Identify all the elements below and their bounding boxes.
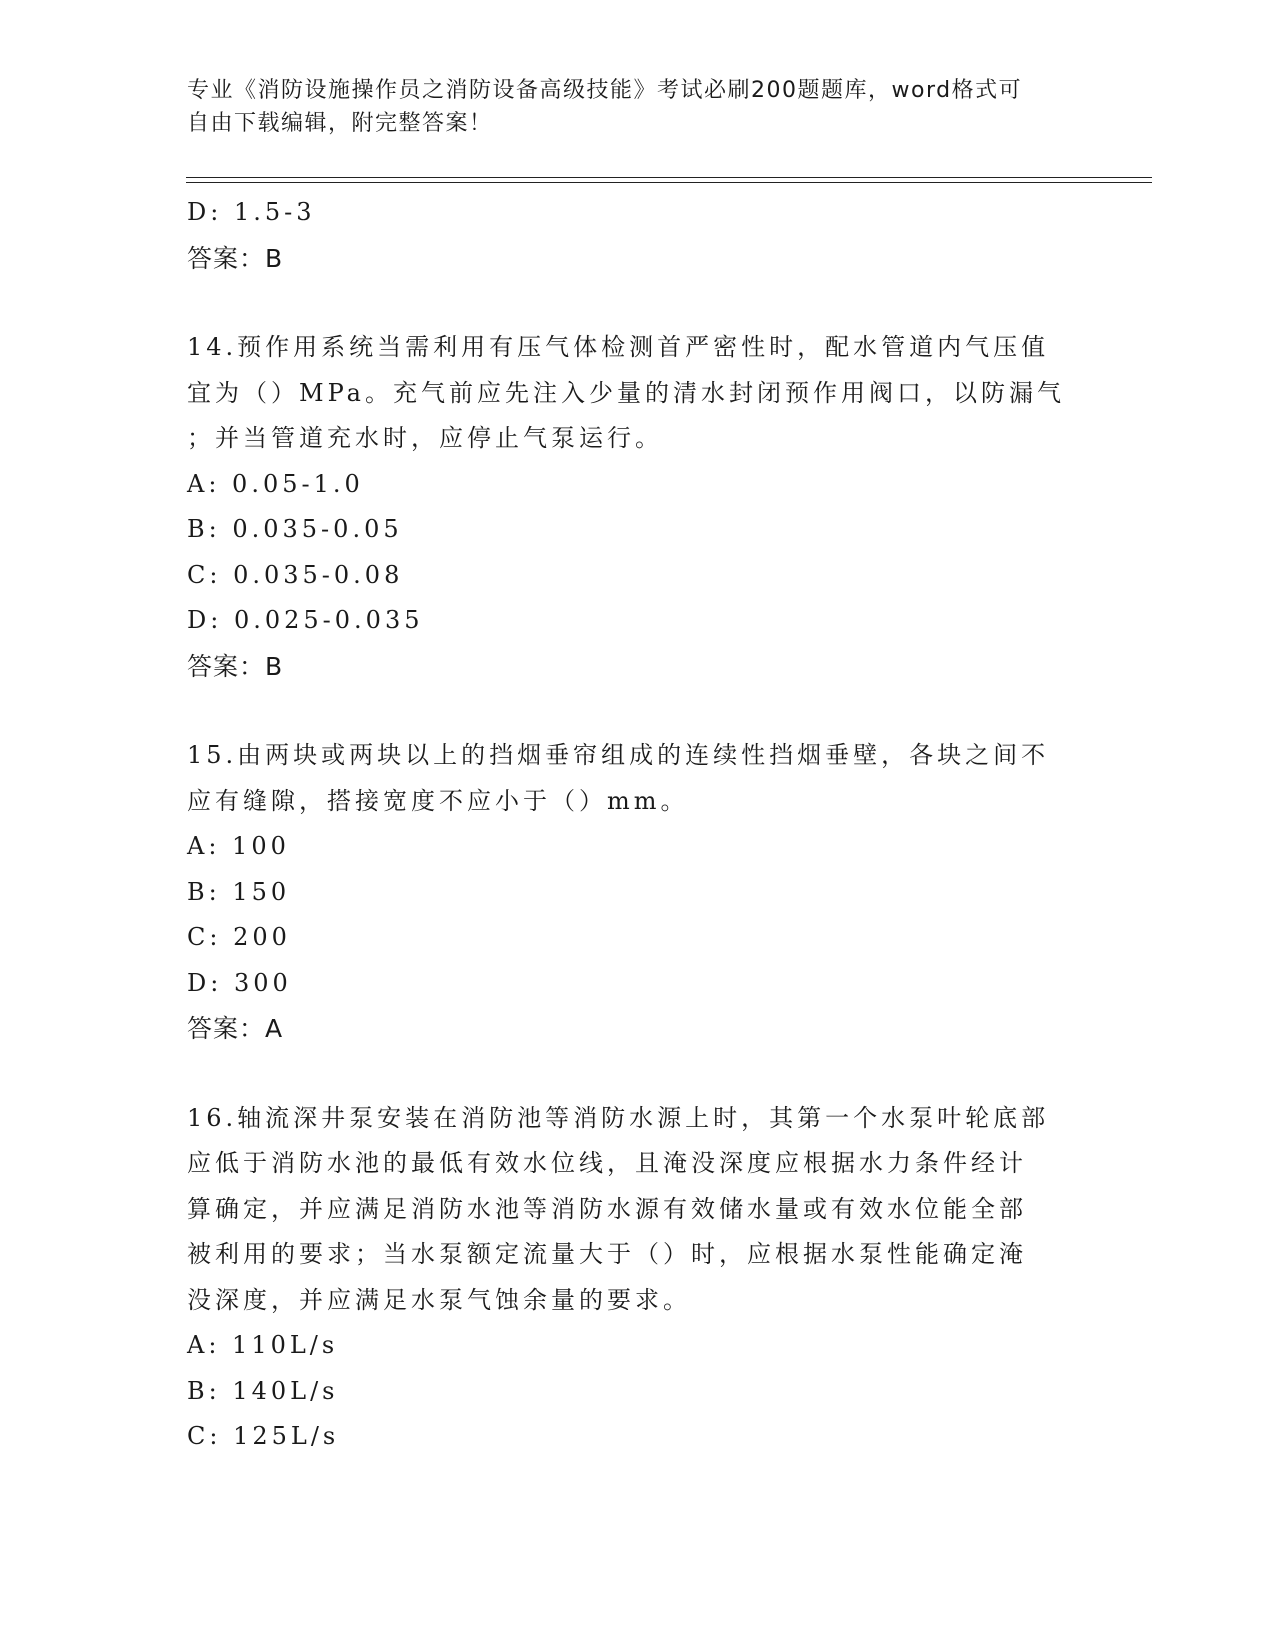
question-text-line: 15.由两块或两块以上的挡烟垂帘组成的连续性挡烟垂壁，各块之间不 [187, 741, 1050, 769]
answer-line: 答案：B [187, 243, 284, 273]
question-text-line: 没深度，并应满足水泵气蚀余量的要求。 [187, 1285, 691, 1314]
question-text-line: 应有缝隙，搭接宽度不应小于（）mm。 [187, 786, 689, 815]
question-text-line: 被利用的要求；当水泵额定流量大于（）时，应根据水泵性能确定淹 [187, 1240, 1027, 1268]
question-text-line: 14.预作用系统当需利用有压气体检测首严密性时，配水管道内气压值 [187, 333, 1050, 361]
option-a: A: 0.05-1.0 [187, 469, 364, 498]
spacer [187, 1052, 1087, 1096]
question-13-tail [187, 190, 1087, 281]
option-c: C: 125L/s [187, 1422, 340, 1450]
answer-line: 答案：B [187, 651, 284, 681]
header-divider-top [186, 177, 1152, 178]
spacer [187, 281, 1087, 325]
option-a: A: 100 [187, 832, 290, 860]
answer-line: 答案：A [187, 1014, 284, 1043]
question-16 [187, 1096, 1087, 1460]
option-c: C: 0.035-0.08 [187, 560, 404, 589]
option-d: D: 0.025-0.035 [187, 606, 424, 634]
question-15 [187, 733, 1087, 1052]
option-a: A: 110L/s [187, 1331, 339, 1359]
question-text-line: 宜为（）MPa。充气前应先注入少量的清水封闭预作用阀口，以防漏气 [187, 378, 1065, 407]
option-d: D: 300 [187, 968, 292, 997]
question-14 [187, 325, 1087, 689]
option-d: D: 1.5-3 [187, 198, 316, 226]
option-b: B: 150 [187, 877, 291, 906]
header-title-line-2: 自由下载编辑，附完整答案！ [187, 111, 493, 136]
header-title-line-1: 专业《消防设施操作员之消防设备高级技能》考试必刷200题题库，word格式可 [187, 78, 1023, 103]
question-text-line: ；并当管道充水时，应停止气泵运行。 [187, 424, 663, 452]
question-text-line: 应低于消防水池的最低有效水位线，且淹没深度应根据水力条件经计 [187, 1149, 1027, 1177]
spacer [187, 689, 1087, 733]
option-b: B: 140L/s [187, 1376, 339, 1405]
option-c: C: 200 [187, 923, 291, 951]
option-b: B: 0.035-0.05 [187, 515, 403, 543]
question-list [187, 190, 1087, 1460]
header-divider-bottom [186, 182, 1152, 183]
question-text-line: 16.轴流深井泵安装在消防池等消防水源上时，其第一个水泵叶轮底部 [187, 1103, 1050, 1132]
page-header [187, 74, 1067, 140]
question-text-line: 算确定，并应满足消防水池等消防水源有效储水量或有效水位能全部 [187, 1194, 1027, 1223]
